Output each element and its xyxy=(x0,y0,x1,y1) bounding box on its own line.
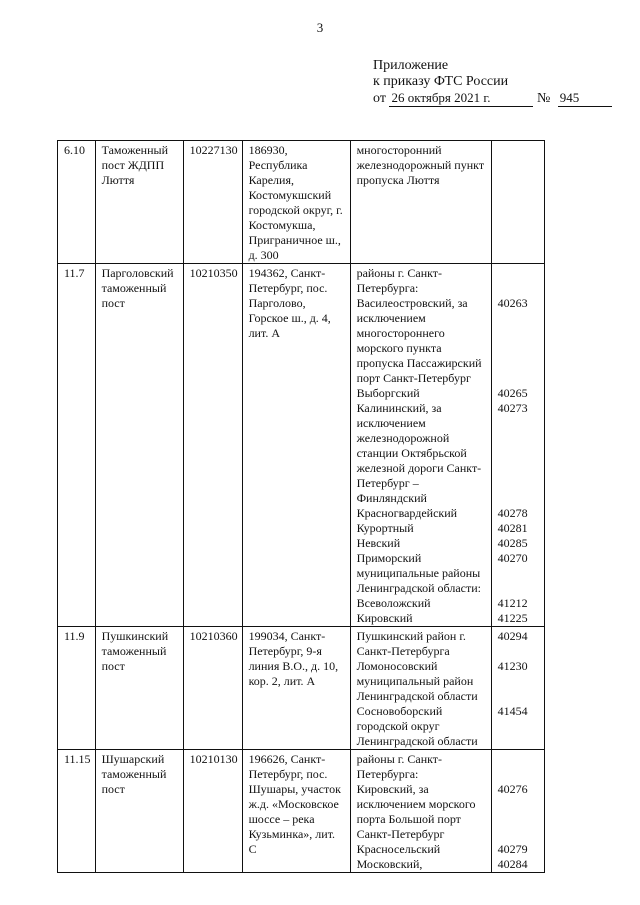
jurisdiction-entry: многосторонний железнодорожный пункт пропуска Люття xyxy=(356,143,485,187)
row-number: 11.7 xyxy=(58,264,96,627)
date-prefix: от xyxy=(373,91,386,106)
jurisdiction-entry: Кировский, за исключением морского порта Большой порт Санкт-Петербург xyxy=(356,782,476,841)
jurisdiction-entry: Василеостровский, за исключением многостороннего морского пункта пропуска Пассажирский порт Санкт-Петербург xyxy=(356,296,482,385)
row-number: 11.15 xyxy=(58,750,96,873)
oktmo-code xyxy=(498,266,540,296)
table-row xyxy=(58,264,545,627)
oktmo-codes xyxy=(491,141,544,264)
oktmo-codes xyxy=(491,750,544,873)
jurisdiction-areas xyxy=(350,750,491,873)
appendix-order-reference: к приказу ФТС России xyxy=(373,74,509,89)
page-number: 3 xyxy=(316,20,324,35)
oktmo-code: 41230 xyxy=(497,659,528,673)
oktmo-code: 40284 xyxy=(497,857,528,871)
jurisdiction-areas xyxy=(350,141,491,264)
jurisdiction-areas xyxy=(350,627,491,750)
customs-posts-table xyxy=(57,140,545,873)
post-code: 10210360 xyxy=(183,627,242,750)
row-number: 6.10 xyxy=(58,141,96,264)
table-body xyxy=(58,141,545,873)
oktmo-code: 41454 xyxy=(497,704,528,718)
jurisdiction-entry: Красногвардейский xyxy=(356,506,458,520)
jurisdiction-entry: районы г. Санкт-Петербурга: xyxy=(356,752,443,781)
oktmo-code: 40278 xyxy=(497,506,528,520)
jurisdiction-entry: Красносельский xyxy=(356,842,441,856)
jurisdiction-entry: Калининский, за исключением железнодорожной станции Октябрьской железной дороги Санкт-Петербург – Финляндский xyxy=(356,401,482,505)
appendix-header xyxy=(373,58,612,107)
jurisdiction-entry: Выборгский xyxy=(356,386,420,400)
jurisdiction-entry: районы г. Санкт-Петербурга: xyxy=(356,266,443,295)
post-code: 10210350 xyxy=(183,264,242,627)
post-name: Таможенный пост ЖДПП Люття xyxy=(95,141,183,264)
post-address: 186930, Республика Карелия, Костомукшский городской округ, г. Костомукша, Приграничное ш., д. 300 xyxy=(242,141,350,264)
oktmo-code: 40279 xyxy=(497,842,528,856)
oktmo-code: 40270 xyxy=(497,551,528,565)
oktmo-codes xyxy=(491,627,544,750)
oktmo-code: 40294 xyxy=(497,629,528,643)
oktmo-codes xyxy=(491,264,544,627)
post-address: 194362, Санкт-Петербург, пос. Парголово, Горское ш., д. 4, лит. А xyxy=(242,264,350,627)
jurisdiction-entry: Всеволожский xyxy=(356,596,431,610)
jurisdiction-entry: Кировский xyxy=(356,611,413,625)
post-address: 199034, Санкт-Петербург, 9-я линия В.О., д. 10, кор. 2, лит. А xyxy=(242,627,350,750)
table-row xyxy=(58,627,545,750)
order-date: 26 октября 2021 г. xyxy=(389,90,533,107)
jurisdiction-entry: Приморский xyxy=(356,551,422,565)
jurisdiction-entry: Сосновоборский городской округ Ленинградской области xyxy=(356,704,478,748)
oktmo-code: 40273 xyxy=(497,401,528,415)
oktmo-code xyxy=(498,143,540,188)
post-address: 196626, Санкт-Петербург, пос. Шушары, участок ж.д. «Московское шоссе – река Кузьминка», лит. С xyxy=(242,750,350,873)
jurisdiction-areas xyxy=(350,264,491,627)
appendix-date-line xyxy=(373,90,612,107)
oktmo-code xyxy=(498,566,540,596)
jurisdiction-entry: Курортный xyxy=(356,521,414,535)
table-row xyxy=(58,750,545,873)
jurisdiction-entry: Московский, xyxy=(356,857,423,871)
oktmo-code: 40281 xyxy=(497,521,528,535)
oktmo-code: 41212 xyxy=(497,596,528,610)
oktmo-code: 40285 xyxy=(497,536,528,550)
jurisdiction-entry: Невский xyxy=(356,536,401,550)
oktmo-code xyxy=(498,752,540,782)
post-code: 10210130 xyxy=(183,750,242,873)
post-name: Шушарский таможенный пост xyxy=(95,750,183,873)
oktmo-code: 41225 xyxy=(497,611,528,625)
number-label: № xyxy=(536,91,551,106)
oktmo-code: 40276 xyxy=(497,782,528,796)
oktmo-code: 40263 xyxy=(497,296,528,310)
appendix-title: Приложение xyxy=(373,58,449,73)
table-row xyxy=(58,141,545,264)
oktmo-code: 40265 xyxy=(497,386,528,400)
row-number: 11.9 xyxy=(58,627,96,750)
post-name: Парголовский таможенный пост xyxy=(95,264,183,627)
jurisdiction-entry: Ломоносовский муниципальный район Ленинградской области xyxy=(356,659,478,703)
jurisdiction-entry: муниципальные районы Ленинградской области: xyxy=(356,566,481,595)
order-number: 945 xyxy=(558,90,612,107)
post-name: Пушкинский таможенный пост xyxy=(95,627,183,750)
post-code: 10227130 xyxy=(183,141,242,264)
jurisdiction-entry: Пушкинский район г. Санкт-Петербурга xyxy=(356,629,466,658)
